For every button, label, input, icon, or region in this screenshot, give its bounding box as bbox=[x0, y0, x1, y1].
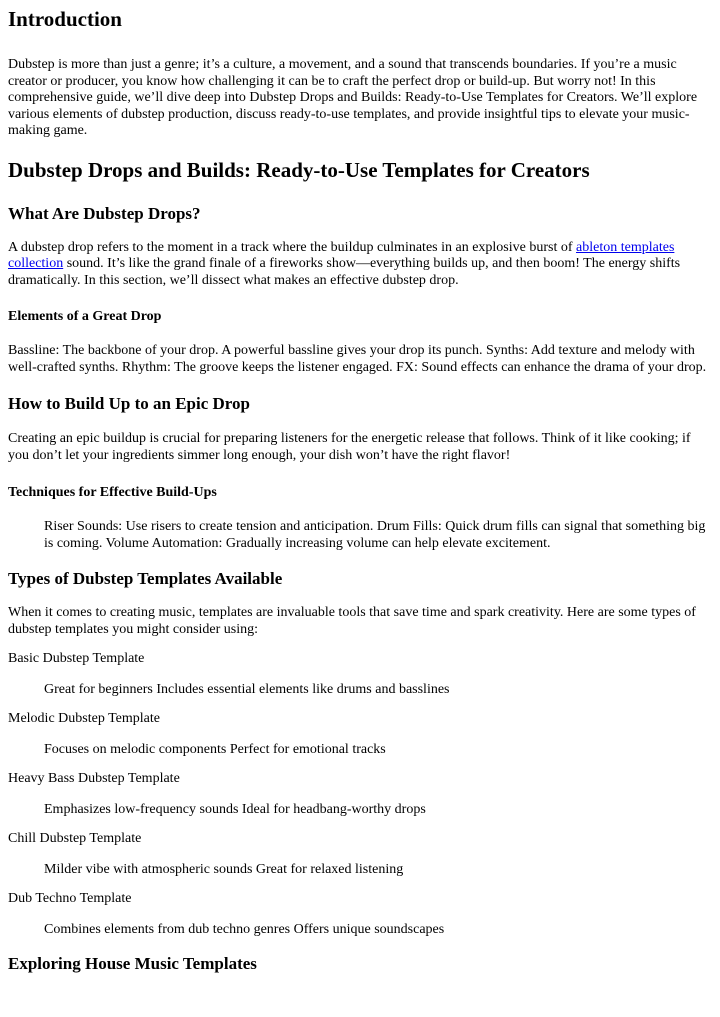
types-paragraph: When it comes to creating music, templates are invaluable tools that save time and spark creativity. Here are some types of dubstep templates you might consider using: bbox=[8, 605, 696, 637]
types-heading: Types of Dubstep Templates Available bbox=[8, 569, 283, 588]
house-templates-heading: Exploring House Music Templates bbox=[8, 954, 257, 973]
template-name: Dub Techno Template bbox=[8, 891, 132, 906]
template-description: Emphasizes low-frequency sounds Ideal for headbang-worthy drops bbox=[44, 801, 426, 817]
elements-paragraph: Bassline: The backbone of your drop. A powerful bassline gives your drop its punch. Synths: Add texture and melody with well-crafted synths. Rhythm: The groove keeps the listener engaged. FX: Sound effects can enhance the drama of your drop. bbox=[8, 343, 707, 375]
template-name: Chill Dubstep Template bbox=[8, 831, 142, 846]
template-name: Basic Dubstep Template bbox=[8, 651, 145, 666]
how-to-build-heading: How to Build Up to an Epic Drop bbox=[8, 394, 250, 413]
template-list bbox=[8, 651, 712, 938]
elements-heading: Elements of a Great Drop bbox=[8, 309, 162, 324]
techniques-heading: Techniques for Effective Build-Ups bbox=[8, 485, 217, 500]
how-to-build-paragraph: Creating an epic buildup is crucial for preparing listeners for the energetic release that follows. Think of it like cooking; if you don’t let your ingredients simmer long enough, your dish won’t have the right flavor! bbox=[8, 431, 691, 463]
template-description: Milder vibe with atmospheric sounds Great for relaxed listening bbox=[44, 861, 404, 877]
intro-paragraph: Dubstep is more than just a genre; it’s a culture, a movement, and a sound that transcends boundaries. If you’re a music creator or producer, you know how challenging it can be to craft the perfect drop or build-up. But worry not! In this comprehensive guide, we’ll dive deep into Dubstep Drops and Builds: Ready-to-Use Templates for Creators. We’ll explore various elements of dubstep production, discuss ready-to-use templates, and provide insightful tips to elevate your music-making game. bbox=[8, 57, 698, 138]
template-description: Combines elements from dub techno genres Offers unique soundscapes bbox=[44, 921, 445, 937]
what-are-drops-paragraph bbox=[8, 240, 712, 290]
intro-heading: Introduction bbox=[8, 7, 122, 31]
ableton-templates-link[interactable]: ableton templates collection bbox=[8, 239, 675, 271]
techniques-paragraph: Riser Sounds: Use risers to create tension and anticipation. Drum Fills: Quick drum fills can signal that something big is coming. Volume Automation: Gradually increasing volume can help elevate excitement. bbox=[44, 519, 706, 551]
article-title: Dubstep Drops and Builds: Ready-to-Use Templates for Creators bbox=[8, 157, 590, 182]
template-description: Great for beginners Includes essential elements like drums and basslines bbox=[44, 681, 450, 697]
what-are-drops-text-after: sound. It’s like the grand finale of a fireworks show—everything builds up, and then boom! The energy shifts dramatically. In this section, we’ll dissect what makes an effective dubstep drop. bbox=[8, 256, 681, 288]
what-are-drops-text-before: A dubstep drop refers to the moment in a track where the buildup culminates in an explosive burst of bbox=[8, 239, 577, 255]
template-name: Melodic Dubstep Template bbox=[8, 711, 160, 726]
template-description: Focuses on melodic components Perfect for emotional tracks bbox=[44, 741, 386, 757]
what-are-drops-heading: What Are Dubstep Drops? bbox=[8, 203, 201, 223]
template-name: Heavy Bass Dubstep Template bbox=[8, 771, 180, 786]
